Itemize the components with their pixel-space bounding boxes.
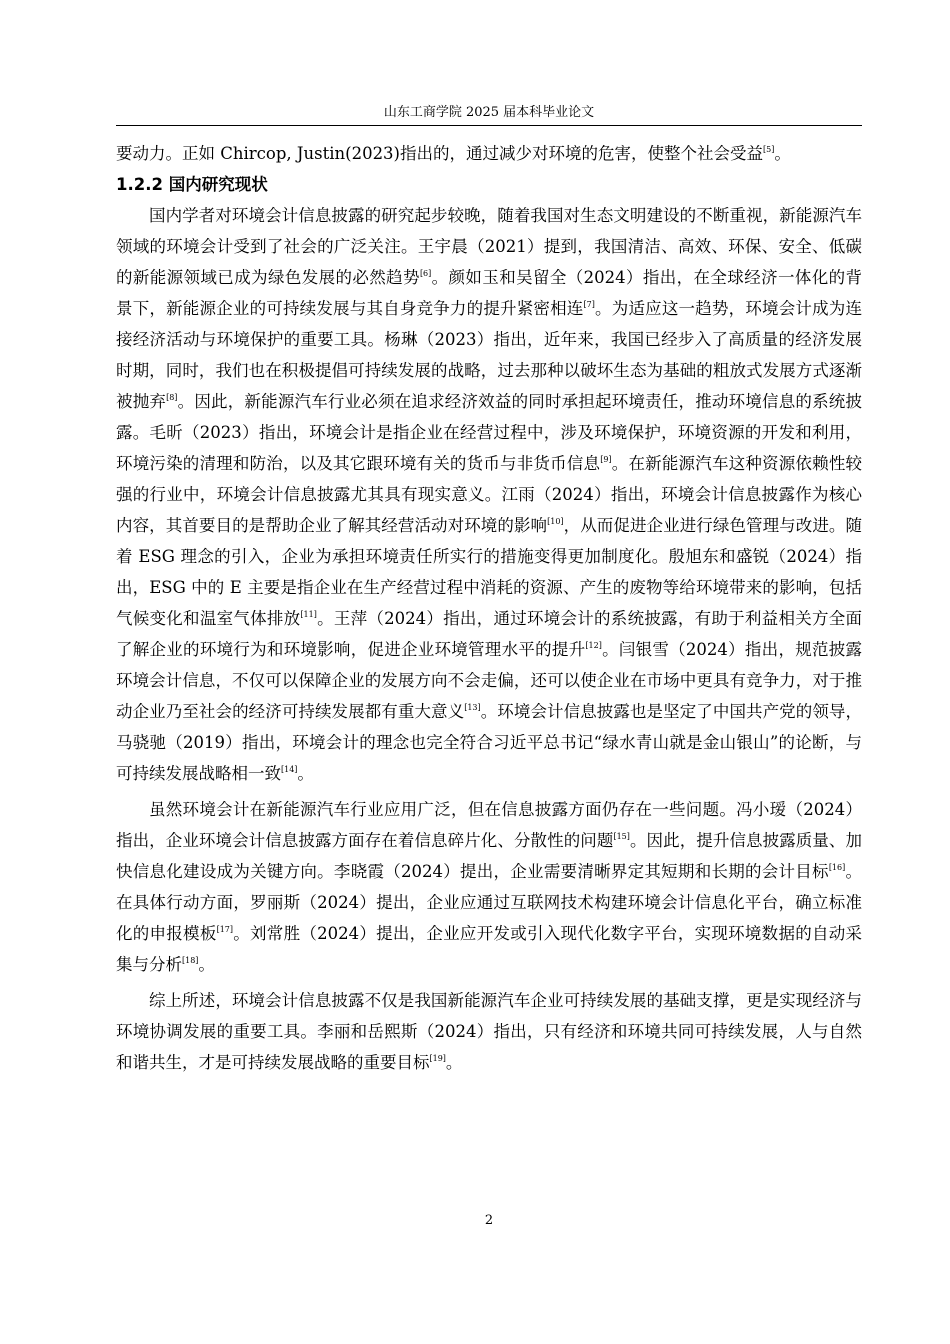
citation-marker: [18]	[182, 956, 199, 965]
text-run: 。为适应这一趋势，环境会计成为连接经济活动与环境保护的重要工具。杨琳（2023）指出，近年来，我国已经步入了高质量的经济发展时期，同时，我们也在积极提倡可持续发展的战略，过去那种以破坏生态为基础的粗放式发展方式逐渐被抛弃	[116, 299, 863, 411]
citation-marker: [7]	[583, 300, 595, 309]
header-rule	[116, 125, 862, 126]
citation-marker: [16]	[828, 863, 846, 872]
text-run: 。环境会计信息披露也是坚定了中国共产党的领导，马骁驰（2019）指出，环境会计的理念也完全符合习近平总书记“绿水青山就是金山银山”的论断，与可持续发展战略相一致	[116, 702, 863, 783]
paragraph-continuation	[116, 138, 862, 169]
page-number: 2	[484, 1213, 494, 1228]
citation-marker: [17]	[216, 925, 234, 934]
text-run: 。王萍（2024）指出，通过环境会计的系统披露，有助于利益相关方全面了解企业的环境行为和环境影响，促进企业环境管理水平的提升	[116, 609, 862, 659]
text-run: 国内学者对环境会计信息披露的研究起步较晚，随着我国对生态文明建设的不断重视，新能源汽车领域的环境会计受到了社会的广泛关注。王宇晨（2021）提到，我国清洁、高效、环保、安全、低碳的新能源领域已成为绿色发展的必然趋势	[116, 206, 862, 287]
paragraph-problems	[116, 794, 862, 980]
text-run: 。	[774, 144, 791, 163]
text-run: 。	[297, 764, 314, 783]
section-heading: 1.2.2 国内研究现状	[116, 175, 268, 194]
citation-marker: [14]	[281, 765, 298, 774]
citation-marker: [15]	[613, 832, 630, 841]
text-run: 。闫银雪（2024）指出，规范披露环境会计信息，不仅可以保障企业的发展方向不会走偏，还可以使企业在市场中更具有竞争力，对于推动企业乃至社会的经济可持续发展都有重大意义	[116, 640, 862, 721]
text-run: 。在具体行动方面，罗丽斯（2024）提出，企业应通过互联网技术构建环境会计信息化平台，确立标准化的申报模板	[116, 862, 862, 943]
citation-marker: [9]	[600, 455, 612, 464]
running-header: 山东工商学院 2025 届本科毕业论文	[383, 105, 595, 120]
text-run: 虽然环境会计在新能源汽车行业应用广泛，但在信息披露方面仍存在一些问题。冯小瑷（2024）指出，企业环境会计信息披露方面存在着信息碎片化、分散性的问题	[116, 800, 862, 850]
text-run: 。在新能源汽车这种资源依赖性较强的行业中，环境会计信息披露尤其具有现实意义。江雨（2024）指出，环境会计信息披露作为核心内容，其首要目的是帮助企业了解其经营活动对环境的影响	[116, 454, 863, 535]
citation-marker: [19]	[429, 1054, 446, 1063]
text-run: 。刘常胜（2024）提出，企业应开发或引入现代化数字平台，实现环境数据的自动采集与分析	[116, 924, 863, 974]
citation-marker: [13]	[464, 703, 481, 712]
text-run: ，从而促进企业进行绿色管理与改进。随着 ESG 理念的引入，企业为承担环境责任所实行的措施变得更加制度化。殷旭东和盛锐（2024）指出，ESG 中的 E 主要是指企业在生产经营过程中消耗的资源、产生的废物等给环境带来的影响，包括气候变化和温室气体排放	[116, 516, 863, 628]
citation-marker: [11]	[300, 610, 317, 619]
text-run: 要动力。正如 Chircop, Justin(2023)指出的，通过减少对环境的危害，使整个社会受益	[116, 144, 763, 163]
citation-marker: [6]	[419, 269, 432, 278]
text-run: 。颜如玉和吴留全（2024）指出，在全球经济一体化的背景下，新能源企业的可持续发展与其自身竞争力的提升紧密相连	[116, 268, 863, 318]
text-run: 。	[198, 955, 215, 974]
paragraph-summary	[116, 985, 862, 1078]
citation-marker: [8]	[166, 393, 178, 402]
text-run: 。因此，新能源汽车行业必须在追求经济效益的同时承担起环境责任，推动环境信息的系统披露。毛昕（2023）指出，环境会计是指企业在经营过程中，涉及环境保护，环境资源的开发和利用，环境污染的清理和防治，以及其它跟环境有关的货币与非货币信息	[116, 392, 863, 473]
text-run: 。因此，提升信息披露质量、加快信息化建设成为关键方向。李晓霞（2024）提出，企业需要清晰界定其短期和长期的会计目标	[116, 831, 863, 881]
text-run: 。	[445, 1053, 463, 1072]
citation-marker: [10]	[547, 517, 564, 526]
citation-marker: [5]	[763, 145, 775, 154]
main-content	[116, 138, 862, 1078]
text-run: 综上所述，环境会计信息披露不仅是我国新能源汽车企业可持续发展的基础支撑，更是实现经济与环境协调发展的重要工具。李丽和岳熙斯（2024）指出，只有经济和环境共同可持续发展，人与自然和谐共生，才是可持续发展战略的重要目标	[116, 991, 862, 1072]
paragraph-domestic-research	[116, 200, 862, 789]
citation-marker: [12]	[585, 641, 602, 650]
